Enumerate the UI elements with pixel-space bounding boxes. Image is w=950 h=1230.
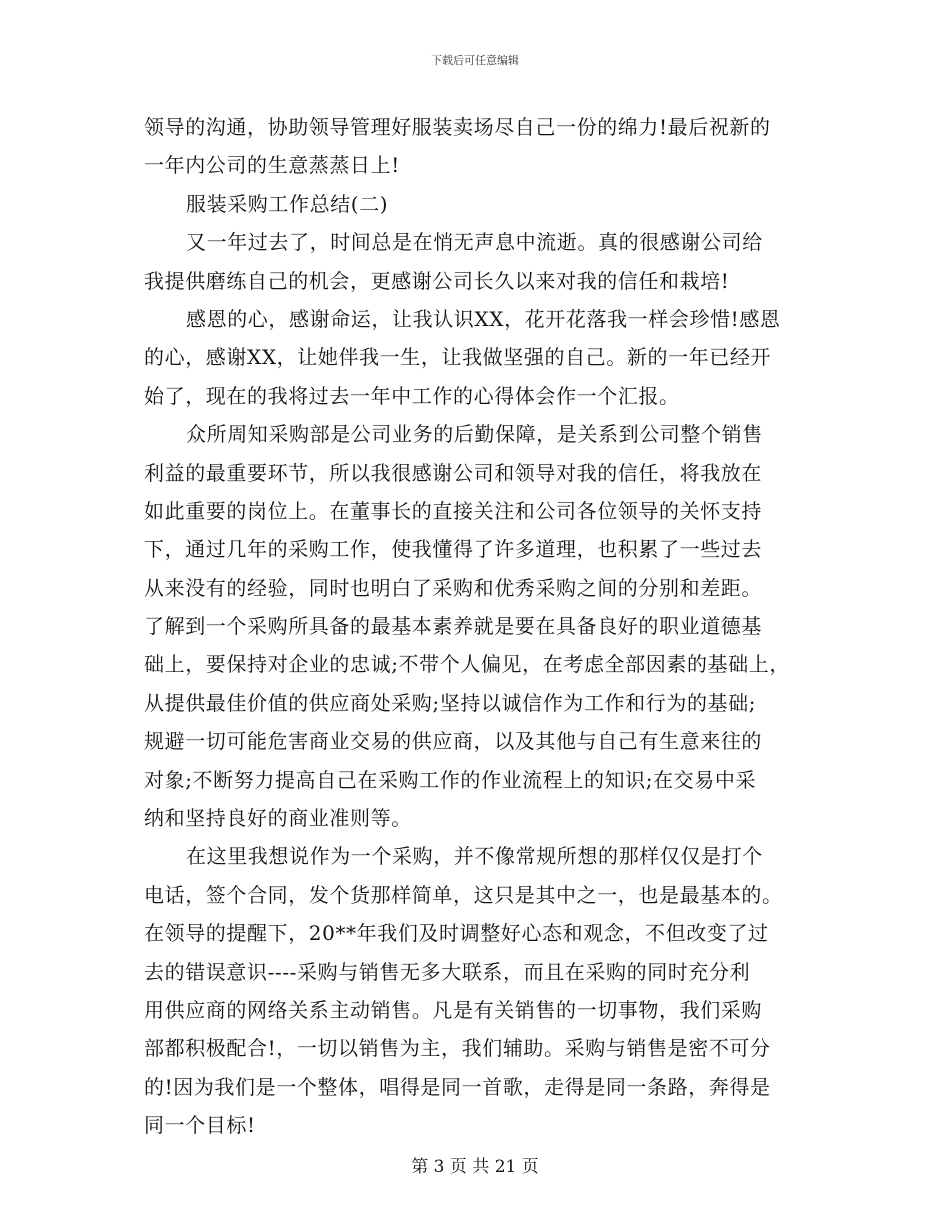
text-line: 从提供最佳价值的供应商处采购;坚持以诚信作为工作和行为的基础; <box>144 690 757 715</box>
text-line: 众所周知采购部是公司业务的后勤保障，是关系到公司整个销售 <box>186 422 763 447</box>
text-line: 础上，要保持对企业的忠诚;不带个人偏见，在考虑全部因素的基础上， <box>144 652 790 677</box>
text-line: 的心，感谢XX，让她伴我一生，让我做坚强的自己。新的一年已经开 <box>144 345 772 370</box>
text-line: 利益的最重要环节，所以我很感谢公司和领导对我的信任，将我放在 <box>144 460 762 485</box>
text-line: 下，通过几年的采购工作，使我懂得了许多道理，也积累了一些过去 <box>144 537 762 562</box>
text-line: 规避一切可能危害商业交易的供应商，以及其他与自己有生意来往的 <box>144 729 762 754</box>
text-line: 用供应商的网络关系主动销售。凡是有关销售的一切事物，我们采购 <box>144 997 762 1022</box>
text-line: 从来没有的经验，同时也明白了采购和优秀采购之间的分别和差距。 <box>144 575 762 600</box>
document-body <box>144 108 816 1145</box>
section-title: 服装采购工作总结(二) <box>186 191 389 216</box>
text-line: 纳和坚持良好的商业准则等。 <box>144 806 412 831</box>
text-line: 感恩的心，感谢命运，让我认识XX，花开花落我一样会珍惜!感恩 <box>186 306 781 331</box>
text-line: 去的错误意识----采购与销售无多大联系，而且在采购的同时充分利 <box>144 959 751 984</box>
text-line: 对象;不断努力提高自己在采购工作的作业流程上的知识;在交易中采 <box>144 767 757 792</box>
text-line: 在这里我想说作为一个采购，并不像常规所想的那样仅仅是打个 <box>186 844 763 869</box>
text-line: 始了，现在的我将过去一年中工作的心得体会作一个汇报。 <box>144 383 680 408</box>
text-line: 一年内公司的生意蒸蒸日上! <box>144 153 400 178</box>
text-line: 领导的沟通，协助领导管理好服装卖场尽自己一份的绵力!最后祝新的 <box>144 115 771 139</box>
text-line: 在领导的提醒下，20**年我们及时调整好心态和观念，不但改变了过 <box>144 921 769 946</box>
text-line: 如此重要的岗位上。在董事长的直接关注和公司各位领导的关怀支持 <box>144 498 762 523</box>
page-header: 下载后可任意编辑 <box>431 54 519 67</box>
text-line: 同一个目标! <box>144 1113 256 1138</box>
page-number: 第 3 页 共 21 页 <box>411 1157 539 1177</box>
text-line: 部都积极配合!，一切以销售为主，我们辅助。采购与销售是密不可分 <box>144 1036 771 1061</box>
text-line: 电话，签个合同，发个货那样简单，这只是其中之一，也是最基本的。 <box>144 882 783 907</box>
text-line: 又一年过去了，时间总是在悄无声息中流逝。真的很感谢公司给 <box>186 230 763 255</box>
text-line: 了解到一个采购所具备的最基本素养就是要在具备良好的职业道德基 <box>144 614 762 639</box>
text-line: 我提供磨练自己的机会，更感谢公司长久以来对我的信任和栽培! <box>144 268 730 293</box>
text-line: 的!因为我们是一个整体，唱得是同一首歌，走得是同一条路，奔得是 <box>144 1074 771 1099</box>
